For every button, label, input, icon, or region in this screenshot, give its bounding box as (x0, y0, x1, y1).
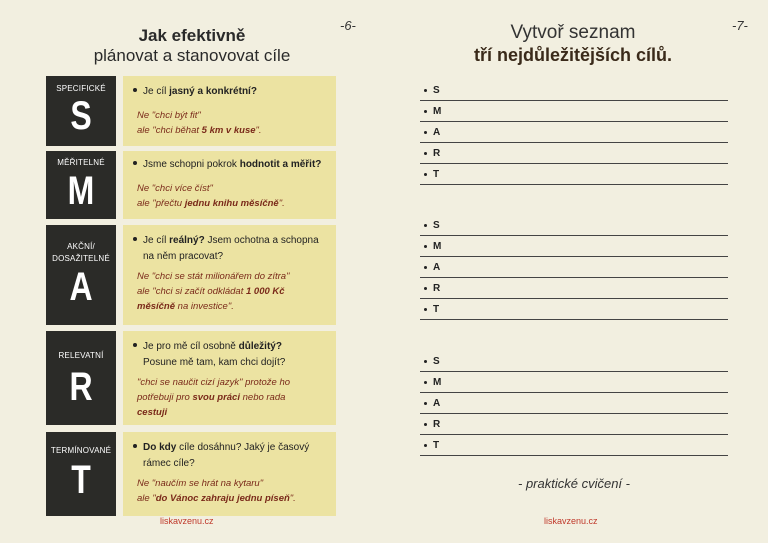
example-bold: měsíčně (137, 301, 176, 312)
goal-2-letter-a (424, 262, 440, 273)
goal-3-letter-m (424, 377, 441, 388)
write-line[interactable] (420, 100, 728, 101)
bullet-icon (133, 343, 137, 347)
bullet-icon (424, 360, 427, 363)
criterion-question (133, 157, 330, 173)
example-line2 (137, 196, 330, 211)
smart-letter: T (433, 169, 440, 180)
question-line2: Posune mě tam, kam chci dojít? (143, 357, 286, 368)
title-bold: Jak efektivně (138, 26, 246, 45)
bullet-icon (424, 152, 427, 155)
letter-block (46, 432, 116, 516)
example-line3: měsíčně na investice". (137, 301, 234, 312)
smart-letter: S (433, 356, 440, 367)
question-text: Je pro mě cíl osobně (143, 341, 239, 352)
question-bold: reálný? (169, 235, 205, 246)
criterion-description (123, 151, 336, 219)
bullet-icon (424, 173, 427, 176)
goal-2-letter-r (424, 283, 440, 294)
bullet-icon (424, 89, 427, 92)
example-text: ale "chci si začít odkládat (137, 286, 246, 297)
criterion-label: RELEVATNÍ (58, 351, 104, 360)
title-light-right: Vytvoř seznam (510, 22, 636, 43)
smart-letter: A (433, 127, 441, 138)
write-line[interactable] (420, 413, 728, 414)
practice-label: - praktické cvičení - (518, 476, 630, 491)
goal-2-letter-m (424, 241, 441, 252)
write-line[interactable] (420, 392, 728, 393)
website-left: liskavzenu.cz (160, 516, 214, 526)
example-text: ale "chci běhat (137, 125, 202, 136)
question-text: Je cíl (143, 86, 170, 97)
question-bold: hodnotit a měřit? (239, 159, 322, 170)
criterion-description (123, 331, 336, 425)
criterion-example (137, 181, 330, 211)
goal-2-letter-t (424, 304, 439, 315)
example-line1: Ne "chci být fit" (137, 110, 201, 121)
question-text: Jsme schopni pokrok (143, 159, 240, 170)
page-number-right: -7- (732, 18, 748, 33)
criterion-question (133, 440, 330, 472)
write-line[interactable] (420, 163, 728, 164)
write-line[interactable] (420, 142, 728, 143)
letter-block (46, 331, 116, 425)
example-line1: Ne "chci více číst" (137, 183, 213, 194)
criterion-question (133, 84, 330, 100)
example-bold: jednu knihu měsíčně (184, 198, 279, 209)
criterion-description (123, 432, 336, 516)
example-line1: "chci se naučit cizí jazyk" protože ho (137, 377, 291, 388)
goal-1-letter-s (424, 85, 440, 96)
criterion-description (123, 225, 336, 325)
bullet-icon (424, 131, 427, 134)
write-line[interactable] (420, 121, 728, 122)
smart-row-m (46, 151, 336, 219)
example-text-end: ". (289, 493, 296, 504)
question-text: Je cíl (143, 235, 170, 246)
letter-block (46, 225, 116, 325)
title-light: plánovat a stanovovat cíle (93, 46, 291, 65)
goal-3-letter-t (424, 440, 439, 451)
bullet-icon (424, 110, 427, 113)
bullet-icon (133, 444, 137, 448)
example-line2 (137, 123, 330, 138)
criterion-example (137, 476, 330, 506)
bullet-icon (424, 308, 427, 311)
smart-row-s (46, 76, 336, 146)
bullet-icon (133, 161, 137, 165)
goal-3-letter-s (424, 356, 440, 367)
question-line2: na něm pracovat? (143, 251, 224, 262)
bullet-icon (133, 88, 137, 92)
example-line1: Ne "naučím se hrát na kytaru" (137, 478, 264, 489)
criterion-label: AKČNÍ/ DOSAŽITELNÉ (52, 242, 110, 263)
goal-3-letter-a (424, 398, 440, 409)
smart-letter: R (433, 148, 441, 159)
smart-letter: M (433, 241, 442, 252)
example-line3: cestuji (137, 407, 168, 418)
page-number-left: -6- (340, 18, 356, 33)
smart-letter: R (433, 283, 441, 294)
bullet-icon (424, 245, 427, 248)
smart-letter: R (433, 419, 441, 430)
title-bold-right: tří nejdůležitějších cílů. (473, 45, 673, 65)
letter-block (46, 151, 116, 219)
website-right: liskavzenu.cz (544, 516, 598, 526)
smart-row-t (46, 432, 336, 516)
example-text-end: ". (255, 125, 262, 136)
smart-letter: S (433, 220, 440, 231)
right-page-title (420, 22, 726, 66)
bullet-icon (133, 237, 137, 241)
smart-letter: A (433, 398, 441, 409)
write-line[interactable] (420, 455, 728, 456)
example-bold: svou práci (192, 392, 240, 403)
question-bold: Do kdy (143, 442, 177, 453)
goal-1-letter-r (424, 148, 440, 159)
question-bold: jasný a konkrétní? (169, 86, 257, 97)
example-line1: Ne "chci se stát milionářem do zítra" (137, 271, 290, 282)
criterion-letter: S (70, 94, 92, 138)
smart-letter: A (433, 262, 441, 273)
criterion-label: SPECIFICKÉ (56, 84, 106, 93)
example-line2 (137, 390, 330, 405)
goal-1-letter-t (424, 169, 439, 180)
question-text-end: Jsem ochotna a schopna (204, 235, 319, 246)
example-bold: do Vánoc zahraju jednu píseň (155, 493, 290, 504)
write-line[interactable] (420, 371, 728, 372)
criterion-description (123, 76, 336, 146)
write-line[interactable] (420, 184, 728, 185)
criterion-letter: A (69, 265, 93, 309)
bullet-icon (424, 224, 427, 227)
criterion-letter: T (71, 458, 91, 502)
goal-2-letter-s (424, 220, 440, 231)
example-line2 (137, 491, 330, 506)
write-line[interactable] (420, 434, 728, 435)
smart-row-a (46, 225, 336, 325)
criterion-example (137, 375, 330, 420)
criterion-label: MĚŘITELNÉ (57, 158, 105, 167)
criterion-letter: R (69, 365, 93, 409)
question-text-end: cíle dosáhnu? Jaký je časový (176, 442, 310, 453)
example-bold: 1 000 Kč (245, 286, 285, 297)
example-bold: 5 km v kuse (201, 125, 256, 136)
write-line[interactable] (420, 277, 728, 278)
criterion-example (137, 269, 330, 314)
bullet-icon (424, 402, 427, 405)
smart-letter: M (433, 106, 442, 117)
goal-1-letter-a (424, 127, 440, 138)
left-page-title (46, 26, 338, 66)
criterion-question (133, 233, 330, 265)
write-line[interactable] (420, 298, 728, 299)
example-text: ale "přečtu (137, 198, 185, 209)
smart-letter: M (433, 377, 442, 388)
question-line2: rámec cíle? (143, 458, 195, 469)
smart-letter: T (433, 304, 440, 315)
example-text: ale " (137, 493, 156, 504)
goal-3-letter-r (424, 419, 440, 430)
criterion-letter: M (67, 169, 95, 213)
question-bold: důležitý? (238, 341, 282, 352)
bullet-icon (424, 381, 427, 384)
criterion-example (137, 108, 330, 138)
write-line[interactable] (420, 235, 728, 236)
example-text: potřebuji pro (137, 392, 193, 403)
bullet-icon (424, 423, 427, 426)
bullet-icon (424, 287, 427, 290)
example-text-end: ". (278, 198, 285, 209)
criterion-question (133, 339, 330, 371)
goal-1-letter-m (424, 106, 441, 117)
letter-block (46, 76, 116, 146)
example-line2 (137, 284, 330, 299)
bullet-icon (424, 266, 427, 269)
smart-letter: S (433, 85, 440, 96)
bullet-icon (424, 444, 427, 447)
example-text-end: nebo rada (239, 392, 286, 403)
write-line[interactable] (420, 319, 728, 320)
smart-letter: T (433, 440, 440, 451)
smart-row-r (46, 331, 336, 425)
write-line[interactable] (420, 256, 728, 257)
criterion-label: TERMÍNOVANÉ (50, 446, 112, 455)
